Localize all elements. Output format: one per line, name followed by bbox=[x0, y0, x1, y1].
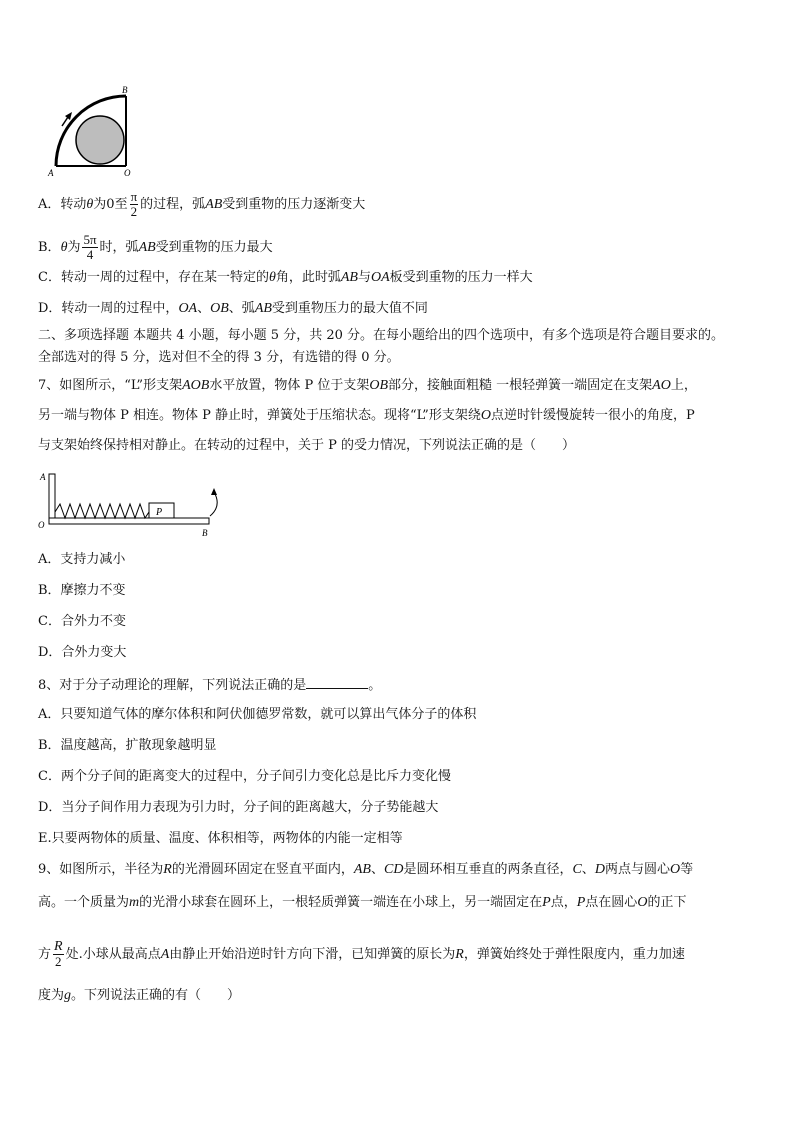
answer-blank bbox=[306, 676, 368, 689]
q7-option-b: B．摩擦力不变 bbox=[38, 583, 126, 598]
spring bbox=[55, 504, 149, 518]
q8-option-e: E.只要两物体的质量、温度、体积相等，两物体的内能一定相等 bbox=[38, 831, 403, 846]
section2-line1: 二、多项选择题 本题共 4 小题，每小题 5 分，共 20 分。在每小题给出的四个选项中，有多个选项是符合题目要求的。 bbox=[38, 328, 725, 343]
q6-option-b: B．θ为 $\frac{5\pi}{4}$ 时，弧AB受到重物的压力最大 bbox=[38, 232, 273, 262]
label-b: B bbox=[202, 528, 208, 538]
q9-stem-line4: 度为g。下列说法正确的有（ ） bbox=[38, 988, 241, 1003]
q9-stem-line2: 高。一个质量为m的光滑小球套在圆环上，一根轻质弹簧一端连在小球上，另一端固定在P点，P点在圆心O的正下 bbox=[38, 895, 687, 910]
q9-stem-line1: 9、如图所示，半径为R的光滑圆环固定在竖直平面内，AB、CD是圆环相互垂直的两条直径，C、D两点与圆心O等 bbox=[38, 862, 694, 877]
q7-option-a: A．支持力减小 bbox=[38, 552, 126, 567]
q8-stem: 8、对于分子动理论的理解，下列说法正确的是 。 bbox=[38, 678, 382, 693]
q8-option-a: A．只要知道气体的摩尔体积和阿伏伽德罗常数，就可以算出气体分子的体积 bbox=[38, 707, 477, 722]
q9-stem-line3: 方 $\frac{R}{2}$ 处.小球从最高点A由静止开始沿逆时针方向下滑，已知弹簧的原长为R，弹簧始终处于弹性限度内，重力加速 bbox=[38, 939, 685, 969]
q8-option-d: D．当分子间作用力表现为引力时，分子间的距离越大，分子势能越大 bbox=[38, 800, 439, 815]
label-o: O bbox=[124, 168, 131, 178]
section2-line2: 全部选对的得 5 分，选对但不全的得 3 分，有选错的得 0 分。 bbox=[38, 350, 400, 365]
fraction-5pi-over-4: $\frac{5\pi}{4}$ bbox=[83, 232, 97, 262]
label-p: P bbox=[156, 507, 163, 518]
q8-option-b: B．温度越高，扩散现象越明显 bbox=[38, 738, 217, 753]
bracket-ao bbox=[49, 474, 55, 524]
heavy-ball bbox=[76, 116, 124, 164]
q7-option-d: D．合外力变大 bbox=[38, 645, 127, 660]
quarter-circle-figure bbox=[44, 84, 140, 180]
q7-stem-line2: 另一端与物体 P 相连。物体 P 静止时，弹簧处于压缩状态。现将“L”形支架绕O点逆时针缓慢旋转一很小的角度，P bbox=[38, 408, 695, 423]
q7-stem-line3: 与支架始终保持相对静止。在转动的过程中，关于 P 的受力情况，下列说法正确的是（ ） bbox=[38, 438, 576, 453]
label-a: A bbox=[48, 168, 54, 178]
q6-option-d: D．转动一周的过程中，OA、OB、弧AB受到重物压力的最大值不同 bbox=[38, 301, 428, 316]
q7-stem-line1: 7、如图所示，“L”形支架AOB水平放置，物体 P 位于支架OB部分，接触面粗糙 一根轻弹簧一端固定在支架AO上， bbox=[38, 378, 697, 393]
label-a: A bbox=[40, 472, 46, 482]
q6-option-c: C．转动一周的过程中，存在某一特定的θ角，此时弧AB与OA板受到重物的压力一样大 bbox=[38, 270, 533, 285]
fraction-r-over-2: $\frac{R}{2}$ bbox=[54, 939, 63, 969]
bracket-ob bbox=[49, 518, 209, 524]
l-bracket-figure bbox=[36, 468, 236, 540]
label-b: B bbox=[122, 85, 128, 95]
q8-option-c: C．两个分子间的距离变大的过程中，分子间引力变化总是比斥力变化慢 bbox=[38, 769, 451, 784]
rotation-arrow-icon bbox=[62, 117, 68, 126]
q7-option-c: C．合外力不变 bbox=[38, 614, 126, 629]
label-o: O bbox=[38, 520, 45, 530]
q6-option-a: A．转动θ为0至 $\frac{\pi}{2}$ 的过程，弧AB受到重物的压力逐渐变大 bbox=[38, 189, 366, 219]
fraction-pi-over-2: $\frac{\pi}{2}$ bbox=[130, 189, 138, 219]
rotation-arrow-icon bbox=[210, 492, 217, 516]
